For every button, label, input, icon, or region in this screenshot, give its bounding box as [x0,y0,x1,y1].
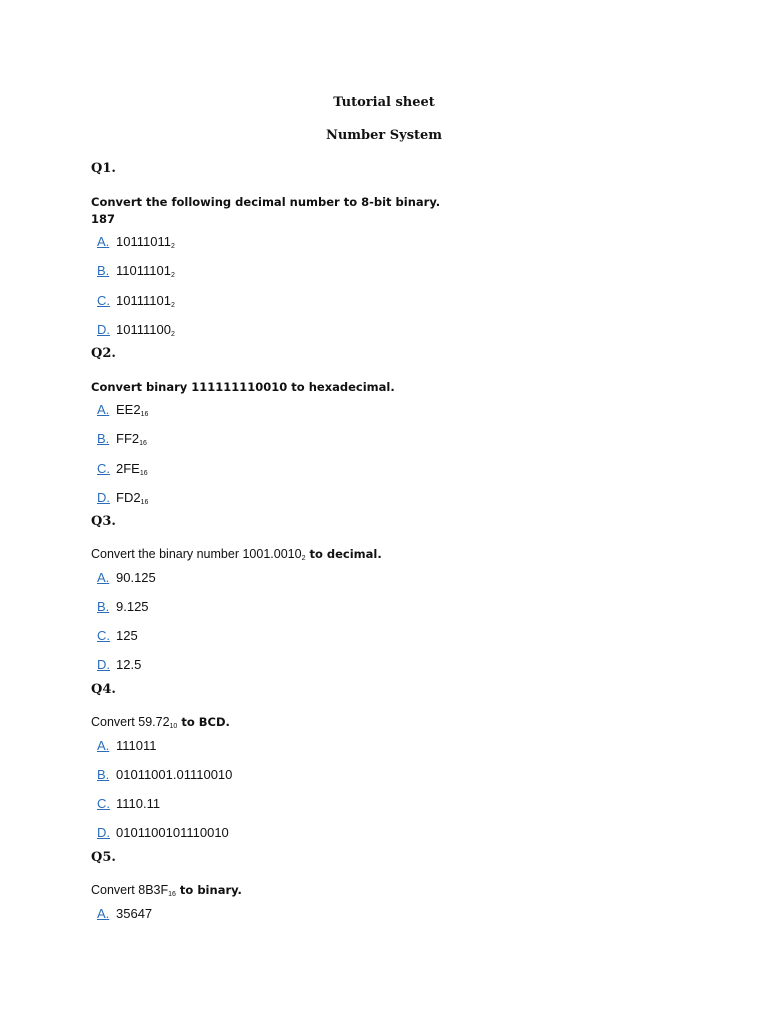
question-5-text [91,883,242,898]
q1-option-c-base: 2 [170,302,175,309]
question-5-label: Q5. [91,850,116,865]
q5-option-a [97,906,152,921]
q2-option-d-base: 16 [140,499,149,506]
q1-option-b-value: 11011101 [116,263,171,278]
q2-option-c-base: 16 [139,470,148,477]
q3-option-a [97,570,156,585]
q3-option-a-value: 90.125 [116,570,156,585]
q3-option-a-link[interactable]: A. [97,570,110,585]
q4-option-b-value: 01011001.01110010 [116,767,233,782]
q5-option-a-link[interactable]: A. [97,906,110,921]
q1-option-d-link[interactable]: D. [97,322,110,337]
question-4-text [91,715,230,730]
q1-option-a-base: 2 [170,243,175,250]
q3-option-b-link[interactable]: B. [97,599,110,614]
q3-option-b [97,599,149,614]
question-3-text-pre: Convert the binary number 1001.0010 [91,547,302,561]
question-4-text-post: to BCD. [177,715,230,729]
q2-option-b-link[interactable]: B. [97,431,110,446]
q3-option-d [97,657,141,672]
q2-option-a-value: EE2 [116,402,141,417]
q1-option-b-link[interactable]: B. [97,263,110,278]
q2-option-a-link[interactable]: A. [97,402,110,417]
q4-option-a [97,738,157,753]
q1-option-a-value: 10111011 [116,234,171,249]
q1-option-d-base: 2 [170,331,175,338]
question-1-number: 187 [91,212,116,226]
q2-option-d-link[interactable]: D. [97,490,110,505]
question-3-text-post: to decimal. [305,547,382,561]
question-1-label: Q1. [91,161,116,176]
q2-option-c [97,461,148,477]
question-5-text-base: 16 [168,891,176,898]
q1-option-d-value: 10111100 [116,322,171,337]
q4-option-c-value: 1110.11 [116,796,161,811]
question-3-text-base: 2 [301,555,306,562]
question-5-text-pre: Convert 8B3F [91,883,169,897]
q2-option-b-base: 16 [139,440,147,447]
question-2-label: Q2. [91,346,116,361]
q3-option-c-link[interactable]: C. [97,628,110,643]
question-4-text-base: 10 [169,723,178,730]
q2-option-d [97,490,148,506]
question-3-text [91,547,382,562]
q4-option-c [97,796,160,811]
q5-option-a-value: 35647 [116,906,153,921]
q2-option-d-value: FD2 [116,490,141,505]
q4-option-d-link[interactable]: D. [97,825,110,840]
q2-option-b-value: FF2 [116,431,140,446]
q2-option-c-link[interactable]: C. [97,461,110,476]
q2-option-a-base: 16 [140,411,149,418]
q3-option-d-link[interactable]: D. [97,657,110,672]
question-4-text-pre: Convert 59.72 [91,715,170,729]
q4-option-d [97,825,229,840]
q1-option-c-link[interactable]: C. [97,293,110,308]
page-title: Tutorial sheet [333,95,435,110]
q1-option-d [97,322,175,338]
q4-option-d-value: 0101100101110010 [116,825,229,840]
q2-option-a [97,402,148,418]
question-1-text: Convert the following decimal number to 8-bit binary. [91,195,441,209]
q1-option-a [97,234,175,250]
q3-option-c-value: 125 [116,628,138,643]
q1-option-c [97,293,175,309]
q4-option-b-link[interactable]: B. [97,767,110,782]
question-5-text-post: to binary. [175,883,242,897]
q1-option-c-value: 10111101 [116,293,171,308]
q3-option-d-value: 12.5 [116,657,142,672]
q3-option-b-value: 9.125 [116,599,149,614]
q1-option-a-link[interactable]: A. [97,234,110,249]
q3-option-c [97,628,138,643]
q2-option-c-value: 2FE [116,461,140,476]
question-3-label: Q3. [91,514,116,529]
page-subtitle: Number System [325,128,443,143]
q4-option-c-link[interactable]: C. [97,796,110,811]
question-2-text: Convert binary 111111110010 to hexadecimal. [91,380,395,394]
q4-option-b [97,767,232,782]
q4-option-a-link[interactable]: A. [97,738,110,753]
q2-option-b [97,431,147,447]
question-4-label: Q4. [91,682,116,697]
q1-option-b-base: 2 [170,272,175,279]
q4-option-a-value: 111011 [116,738,157,753]
q1-option-b [97,263,175,279]
